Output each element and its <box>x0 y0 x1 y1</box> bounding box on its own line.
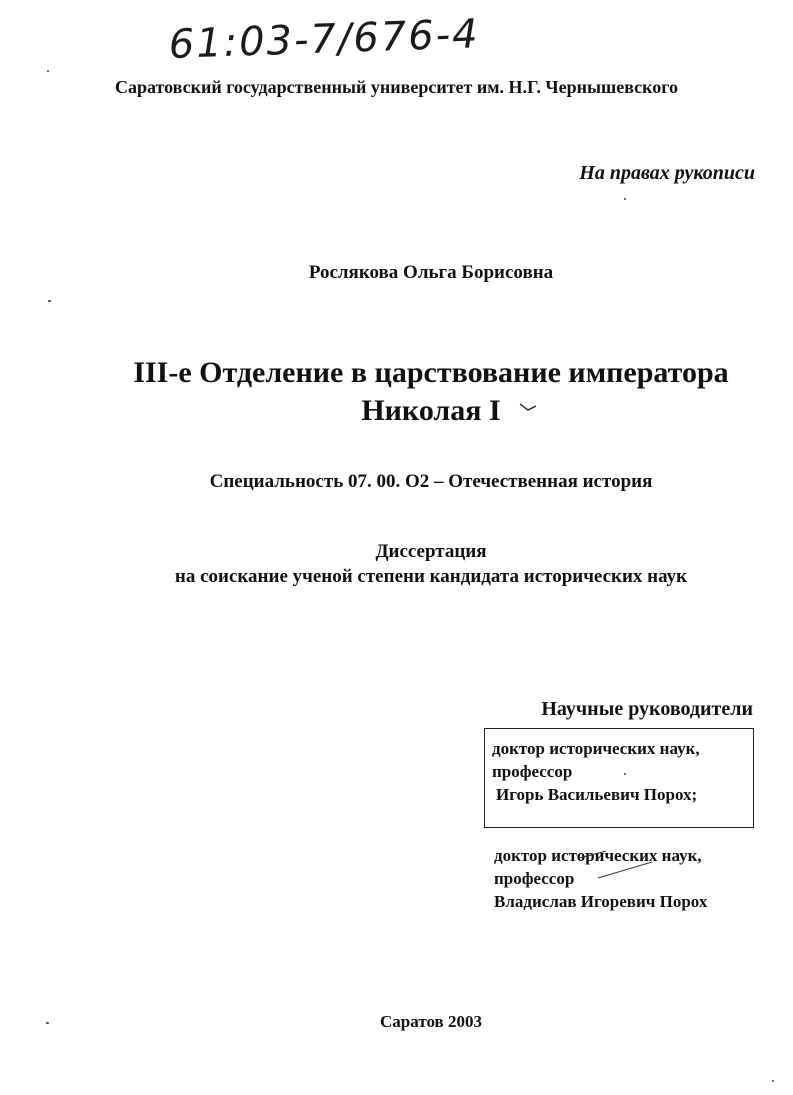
second-supervisor-rank: профессор <box>494 869 575 888</box>
dissertation-subheading: на соискание ученой степени кандидата исторических наук <box>174 566 688 587</box>
supervisors-heading: Научные руководители <box>541 698 753 720</box>
university-name: Саратовский государственный университет им. Н.Г. Чернышевского <box>114 77 679 97</box>
pen-stroke-after-title <box>520 404 536 410</box>
city-year: Саратов 2003 <box>380 1012 482 1031</box>
scan-speck <box>624 773 626 775</box>
title-line-1: III-е Отделение в царствование императора <box>133 356 729 389</box>
handwritten-archive-number: 61:03-7/676-4 <box>168 11 481 68</box>
dissertation-heading: Диссертация <box>375 541 487 562</box>
scan-speck <box>624 198 626 200</box>
second-supervisor-degree: доктор исторических наук, <box>494 846 702 865</box>
scan-speck <box>46 1022 49 1024</box>
second-supervisor-name: Владислав Игоревич Порох <box>494 892 708 911</box>
first-supervisor-degree: доктор исторических наук, <box>492 739 700 758</box>
first-supervisor-name: Игорь Васильевич Порох; <box>496 785 698 804</box>
scan-speck <box>48 300 51 302</box>
pen-stroke-through-text <box>580 851 606 858</box>
author-name: Рослякова Ольга Борисовна <box>308 262 554 283</box>
pen-stroke-near-second-supervisor <box>598 862 652 878</box>
scan-speck <box>772 1080 774 1082</box>
specialty-line: Специальность 07. 00. О2 – Отечественная история <box>209 471 653 492</box>
title-line-2: Николая I <box>361 394 501 427</box>
manuscript-rights-note: На правах рукописи <box>579 162 755 184</box>
scan-speck <box>47 70 49 72</box>
first-supervisor-rank: профессор <box>492 762 573 781</box>
